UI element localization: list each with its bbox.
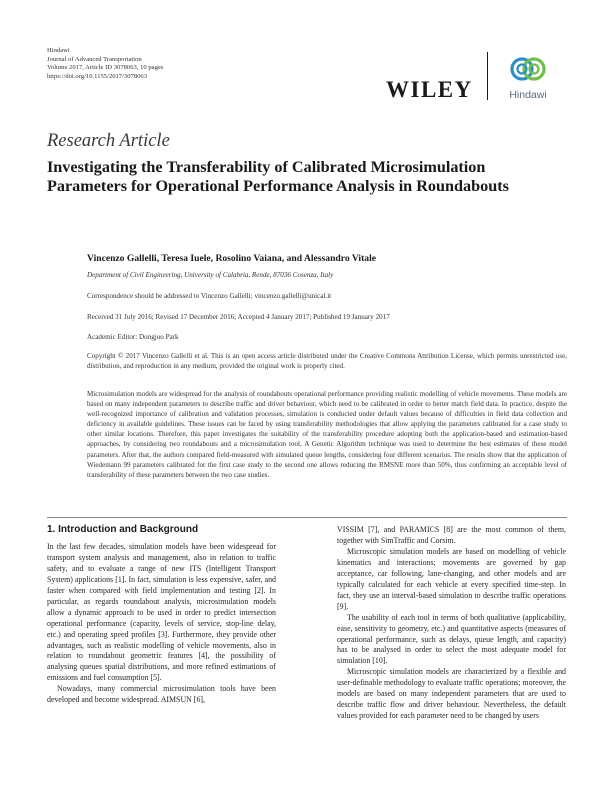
body-paragraph: The usability of each tool in terms of both qualitative (applicability, ease, sensitivity to geometry, etc.) and quantitative aspects (measures of operational performance, such as delays, queue length, and capacity) has to be analysed in order to select the most adequate model for simulation [10].	[337, 612, 566, 666]
article-type: Research Article	[47, 131, 170, 151]
hindawi-logo-text: Hindawi	[509, 89, 547, 101]
body-paragraph: VISSIM [7], and PARAMICS [8] are the most common of them, together with SimTraffic and Corsim.	[337, 525, 566, 545]
body-paragraph: In the last few decades, simulation models have been widespread for transport system analysis and management, also in relation to traffic safety, and to evaluate a range of new ITS (Intelligent Transport System) applications [1]. In fact, simulation is less expensive, safer, and faster when compared with field implementation and testing [2]. In particular, as regards roundabout analysis, microsimulation models allow a dynamic approach to be used in order to predict intersection operational performance (capacity, levels of service, stop-line delay, etc.) and operating speed profiles [3]. Furthermore, they provide other advantages, such as realistic modelling of vehicle movements, also in relation to roundabout geometric features [4], the possibility of analysing queues spatial distributions, and more refined estimations of emissions and fuel consumption [5].	[47, 541, 276, 683]
academic-editor: Academic Editor: Dongjoo Park	[87, 333, 179, 341]
journal-name: Journal of Advanced Transportation	[47, 55, 142, 63]
logo-divider	[487, 52, 488, 100]
affiliation: Department of Civil Engineering, University of Calabria, Rende, 87036 Cosenza, Italy	[87, 271, 334, 279]
right-column	[337, 525, 566, 722]
doi-link[interactable]: https://doi.org/10.1155/2017/3078063	[47, 72, 148, 80]
publisher-name: Hindawi	[47, 47, 70, 54]
author-list: Vincenzo Gallelli, Teresa Iuele, Rosolino Vaiana, and Alessandro Vitale	[87, 253, 377, 264]
copyright-notice	[87, 351, 567, 371]
left-column	[47, 525, 276, 706]
abstract	[87, 389, 567, 480]
body-paragraph: Nowadays, many commercial microsimulation tools have been developed and become widespread. AIMSUN [6],	[47, 684, 276, 705]
journal-header	[47, 47, 163, 81]
section-heading: 1. Introduction and Background	[47, 524, 199, 535]
abstract-text: Microsimulation models are widespread for the analysis of roundabouts operational performance providing realistic modelling of vehicle movements. These models are based on many independent parameters to describe traffic and driver behaviour, which need to be calibrated in order to better match field data. In practice, despite the well-recognized importance of calibration and validation processes, simulation is conducted under default values because of difficulties in field data collection and deficiency in available guidelines. These issues can be faced by using transferability methodologies that allow applying the parameters calibrated for a case study to other similar locations. Therefore, this paper investigates the suitability of the transferability procedure adopting both the application-based and estimation-based approaches, by considering two roundabouts and a microsimulation tool. A Genetic Algorithm technique was used to determine the best estimates of these model parameters. After that, the authors compared field-measured with simulated queue lengths, considering four different scenarios. The results show that the application of Wiedemann 99 parameters calibrated for the first case study to the second one allows reducing the RMSNE more than 50%, thus confirming an acceptable level of transferability of these parameters between the two case studies.	[87, 390, 567, 479]
copyright-text: Copyright © 2017 Vincenzo Gallelli et al. This is an open access article distributed under the Creative Commons Attribution License, which permits unrestricted use, distribution, and reproduction in any medium, provided the original work is properly cited.	[87, 352, 567, 371]
volume-info: Volume 2017, Article ID 3078063, 10 pages	[47, 64, 164, 72]
wiley-logo: WILEY	[386, 77, 473, 102]
article-title: Investigating the Transferability of Calibrated Microsimulation Parameters for Operational Performance Analysis in Roundabouts	[47, 158, 509, 195]
section-divider	[47, 517, 567, 518]
body-paragraph: Microscopic simulation models are based on modelling of vehicle kinematics and interactions; movements are governed by gap acceptance, car following, lane-changing, and other models and are typically calculated for each vehicle at every specified time-step. In fact, they use an interval-based simulation to describe traffic operations [9].	[337, 546, 566, 611]
article-dates: Received 31 July 2016; Revised 17 December 2016; Accepted 4 January 2017; Published 19 January 2017	[87, 313, 390, 321]
correspondence: Correspondence should be addressed to Vincenzo Gallelli; vincenzo.gallelli@unical.it	[87, 292, 332, 300]
body-paragraph: Microscopic simulation models are characterized by a flexible and user-definable methodology to evaluate traffic operations; moreover, the models are based on many independent parameters that are used to describe traffic flow and driver behaviour. Nevertheless, the default values provided for each parameter need to be changed by users	[337, 667, 566, 721]
